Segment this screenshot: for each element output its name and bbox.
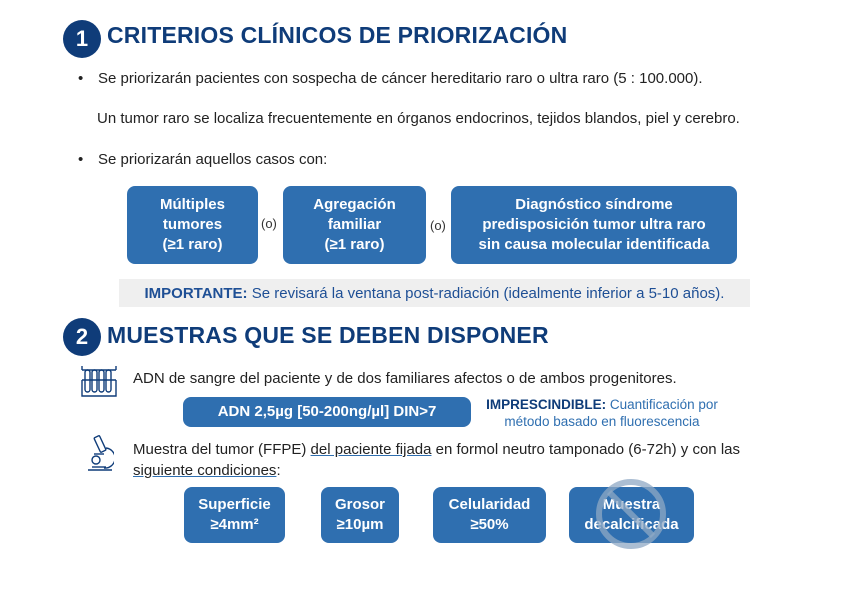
important-text: Se revisará la ventana post-radiación (idealmente inferior a 5-10 años). — [247, 284, 725, 302]
dna-sample-text: ADN de sangre del paciente y de dos familiares afectos o de ambos progenitores. — [133, 370, 677, 387]
bullet-dot: • — [78, 70, 84, 87]
tumor-text-part: en formol neutro tamponado (6-72h) y con las — [431, 441, 740, 458]
criteria-box-syndrome-diagnosis — [451, 186, 737, 264]
criteria-box-line: predisposición tumor ultra raro — [482, 216, 706, 233]
criteria-box-line: Diagnóstico síndrome — [515, 196, 673, 213]
or-label: (o) — [261, 216, 277, 231]
priority-cases-text: Se priorizarán aquellos casos con: — [98, 151, 328, 168]
section-number-2: 2 — [63, 318, 101, 356]
prohibited-icon — [593, 476, 669, 552]
section-number-1: 1 — [63, 20, 101, 58]
condition-line: Grosor — [334, 496, 385, 513]
conditions-underlined: siguiente condiciones — [133, 462, 277, 479]
condition-box-thickness — [321, 487, 399, 543]
tumor-sample-text — [133, 441, 740, 458]
important-label: IMPORTANTE: — [144, 284, 248, 302]
criteria-box-line: Múltiples — [159, 196, 225, 213]
or-label: (o) — [430, 218, 446, 233]
criteria-box-multiple-tumors — [127, 186, 258, 264]
test-tubes-icon — [80, 364, 118, 400]
rare-tumor-note: Un tumor raro se localiza frecuentemente en órganos endocrinos, tejidos blandos, piel y cerebro. — [97, 110, 740, 127]
condition-line: decalcificada — [584, 516, 679, 533]
condition-line: ≥50% — [470, 516, 509, 533]
tumor-text-part: : — [276, 462, 281, 479]
tumor-text-underlined: del paciente fijada — [310, 441, 432, 458]
microscope-icon — [84, 434, 114, 474]
condition-line: ≥4mm² — [210, 516, 259, 533]
criteria-box-line: sin causa molecular identificada — [478, 236, 710, 253]
bullet-dot: • — [78, 151, 84, 168]
important-note — [119, 279, 750, 307]
criteria-box-line: (≥1 raro) — [324, 236, 385, 253]
criteria-box-line: Agregación — [313, 196, 396, 213]
essential-text-line2: método basado en fluorescencia — [504, 414, 700, 429]
essential-text: Cuantificación por — [606, 397, 718, 412]
condition-line: Muestra — [602, 496, 661, 513]
condition-box-surface — [184, 487, 285, 543]
tumor-sample-text-line2 — [133, 462, 281, 479]
condition-line: Superficie — [198, 496, 271, 513]
condition-box-cellularity — [433, 487, 546, 543]
tumor-text-part: Muestra del tumor (FFPE) — [133, 441, 311, 458]
section-title-2: MUESTRAS QUE SE DEBEN DISPONER — [107, 322, 549, 348]
priority-rare-cancer-text: Se priorizarán pacientes con sospecha de cáncer hereditario raro o ultra raro (5 : 100.000). — [98, 70, 703, 87]
section-title-1: CRITERIOS CLÍNICOS DE PRIORIZACIÓN — [107, 22, 568, 48]
dna-requirement-box — [183, 397, 471, 427]
dna-requirement-label: ADN 2,5µg [50-200ng/µl] DIN>7 — [217, 403, 437, 420]
criteria-box-line: familiar — [327, 216, 382, 233]
criteria-box-line: tumores — [162, 216, 223, 233]
criteria-box-family-aggregation — [283, 186, 426, 264]
condition-line: Celularidad — [448, 496, 531, 513]
essential-note — [478, 396, 726, 430]
condition-line: ≥10µm — [336, 516, 384, 533]
essential-label: IMPRESCINDIBLE: — [486, 397, 607, 412]
criteria-box-line: (≥1 raro) — [162, 236, 223, 253]
